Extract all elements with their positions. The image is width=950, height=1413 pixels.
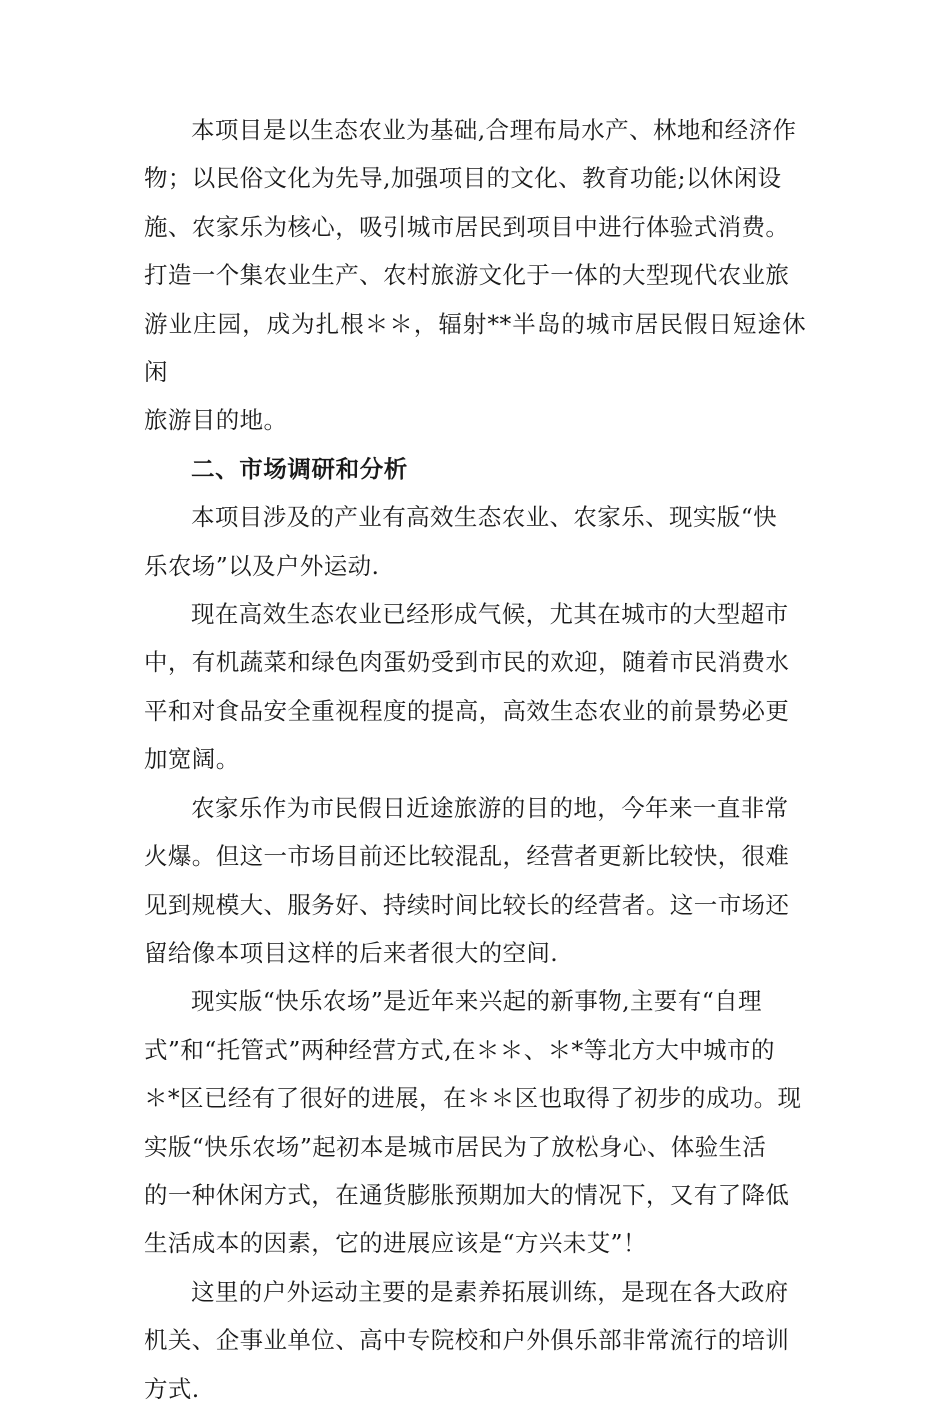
document-page	[144, 106, 806, 1413]
paragraph-happy-farm: 现实版“快乐农场”是近年来兴起的新事物,主要有“自理 式”和“托管式”两种经营方式,在＊＊、＊*等北方大中城市的 ＊*区已经有了很好的进展，在＊＊区也取得了初步的成功。现 实版“快乐农场”起初本是城市居民为了放松身心、体验生活 的一种休闲方式，在通货膨胀预期加大的情况下，又有了降低 生活成本的因素，它的进展应该是“方兴未艾”！	[144, 987, 802, 1258]
intro-paragraph: 本项目是以生态农业为基础,合理布局水产、林地和经济作 物；以民俗文化为先导,加强项目的文化、教育功能;以休闲设 施、农家乐为核心，吸引城市居民到项目中进行体验式消费。 打造一个集农业生产、农村旅游文化于一体的大型现代农业旅 游业庄园，成为扎根＊＊，辐射**半岛的城市居民假日短途休闲 旅游目的地。	[144, 116, 806, 435]
paragraph-industries: 本项目涉及的产业有高效生态农业、农家乐、现实版“快 乐农场”以及户外运动.	[144, 503, 778, 580]
paragraph-eco-agriculture: 现在高效生态农业已经形成气候，尤其在城市的大型超市 中，有机蔬菜和绿色肉蛋奶受到市民的欢迎，随着市民消费水 平和对食品安全重视程度的提高，高效生态农业的前景势必更 加宽阔。	[144, 600, 790, 774]
paragraph-farmhouse: 农家乐作为市民假日近途旅游的目的地，今年来一直非常 火爆。但这一市场目前还比较混乱，经营者更新比较快，很难 见到规模大、服务好、持续时间比较长的经营者。这一市场还 留给像本项目这样的后来者很大的空间.	[144, 793, 790, 967]
paragraph-outdoor-sports: 这里的户外运动主要的是素养拓展训练，是现在各大政府 机关、企事业单位、高中专院校和户外俱乐部非常流行的培训 方式.	[144, 1277, 790, 1403]
section-heading: 二、市场调研和分析	[191, 454, 408, 483]
